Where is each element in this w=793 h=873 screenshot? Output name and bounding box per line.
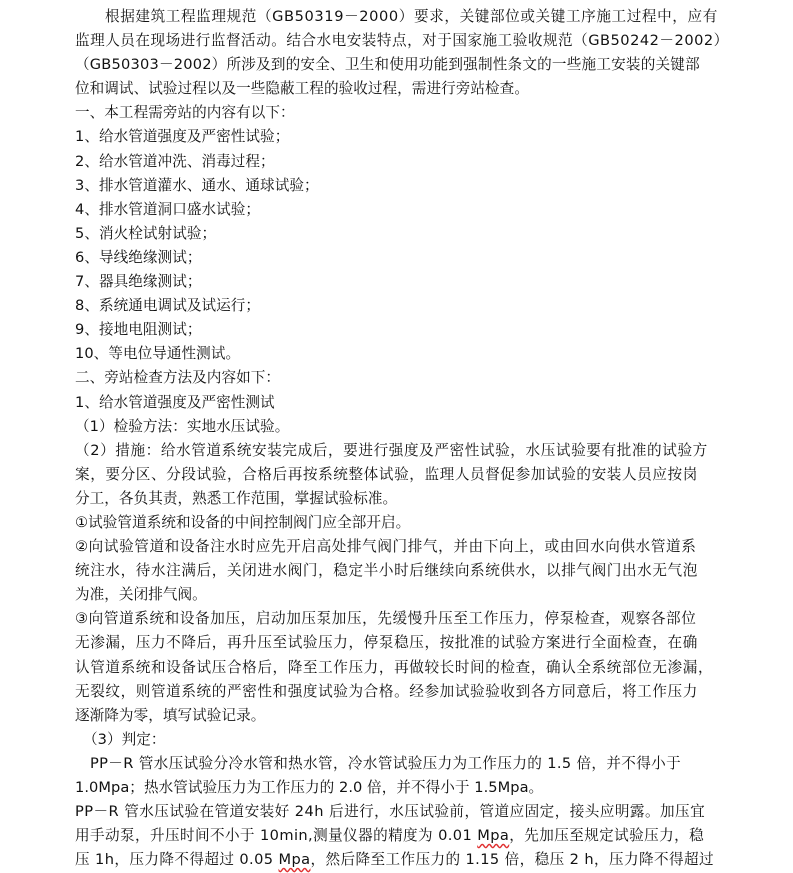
text-segment: 10、等电位导通性测试。 bbox=[75, 345, 241, 363]
text-segment: ③向管道系统和设备加压，启动加压泵加压，先缓慢升压至工作压力，停泵检查，观察各部位 bbox=[75, 610, 697, 628]
text-segment: 5、消火栓试射试验； bbox=[75, 224, 217, 242]
text-segment: 位和调试、试验过程以及一些隐蔽工程的验收过程，需进行旁站检查。 bbox=[75, 80, 529, 98]
text-line bbox=[75, 631, 743, 655]
text-segment: ，然后降至工作压力的 1.15 倍，稳压 2 h，压力降不得超过 bbox=[310, 851, 714, 869]
text-segment: 6、导线绝缘测试； bbox=[75, 248, 202, 266]
text-segment: 8、系统通电调试及试运行； bbox=[75, 297, 261, 315]
text-segment: （3）判定： bbox=[83, 730, 166, 748]
text-line bbox=[75, 77, 743, 101]
text-segment: （1）检验方法：实地水压试验。 bbox=[75, 417, 290, 435]
text-line bbox=[75, 53, 743, 77]
text-segment: ①试验管道系统和设备的中间控制阀门应全部开启。 bbox=[75, 513, 411, 531]
text-segment: 3、排水管道灌水、通水、通球试验； bbox=[75, 176, 319, 194]
text-segment: 统注水，待水注满后，关闭进水阀门，稳定半小时后继续向系统供水，以排气阀门出水无气泡 bbox=[75, 562, 698, 580]
text-line bbox=[75, 415, 743, 439]
spellcheck-flagged-word: Mpa bbox=[278, 851, 311, 869]
text-line bbox=[75, 776, 743, 800]
text-line bbox=[75, 318, 743, 342]
text-segment: 根据建筑工程监理规范（GB50319－2000）要求，关键部位或关键工序施工过程中，应有 bbox=[105, 8, 718, 25]
text-line bbox=[75, 511, 743, 535]
text-segment: 为准，关闭排气阀。 bbox=[75, 586, 207, 604]
text-segment: 二、旁站检查方法及内容如下： bbox=[75, 369, 281, 387]
text-segment: （2）措施：给水管道系统安装完成后，要进行强度及严密性试验，水压试验要有批准的试验方 bbox=[75, 441, 708, 459]
text-line bbox=[75, 174, 743, 198]
text-segment: 9、接地电阻测试； bbox=[75, 321, 202, 339]
text-line bbox=[75, 366, 743, 390]
text-line bbox=[75, 246, 743, 270]
text-line bbox=[75, 5, 743, 29]
text-line bbox=[75, 150, 743, 174]
text-line bbox=[75, 680, 743, 704]
text-line bbox=[75, 198, 743, 222]
text-line bbox=[75, 824, 743, 848]
text-line bbox=[75, 222, 743, 246]
text-line bbox=[75, 752, 743, 776]
text-line bbox=[75, 125, 743, 149]
text-segment: PP－R 管水压试验分冷水管和热水管，冷水管试验压力为工作压力的 1.5 倍，并不得小于 bbox=[90, 754, 682, 772]
text-line bbox=[75, 487, 743, 511]
text-segment: 压 1h，压力降不得超过 0.05 bbox=[75, 851, 279, 869]
text-segment: 用手动泵，升压时间不小于 10min,测量仪器的精度为 0.01 bbox=[75, 827, 478, 845]
text-segment: 监理人员在现场进行监督活动。结合水电安装特点，对于国家施工验收规范（GB50242－2002） bbox=[75, 32, 729, 50]
text-segment: 7、器具绝缘测试； bbox=[75, 273, 202, 291]
text-line bbox=[75, 728, 743, 752]
text-segment: 1.0Mpa；热水管试验压力为工作压力的 2.0 倍，并不得小于 1.5Mpa。 bbox=[75, 779, 544, 796]
text-segment: 分工，各负其责，熟悉工作范围，掌握试验标准。 bbox=[75, 489, 398, 507]
text-segment: 无裂纹，则管道系统的严密性和强度试验为合格。经参加试验验收到各方同意后，将工作压力 bbox=[75, 682, 698, 700]
text-segment: ，先加压至规定试验压力，稳 bbox=[509, 827, 705, 845]
text-line bbox=[75, 848, 743, 872]
text-line bbox=[75, 607, 743, 631]
text-line bbox=[75, 29, 743, 53]
text-segment: （GB50303－2002）所涉及到的安全、卫生和使用功能到强制性条文的一些施工安装的关键部 bbox=[75, 56, 700, 74]
text-line bbox=[75, 101, 743, 125]
text-segment: 4、排水管道洞口盛水试验； bbox=[75, 200, 261, 218]
text-segment: 逐渐降为零，填写试验记录。 bbox=[75, 706, 266, 724]
text-line bbox=[75, 535, 743, 559]
text-segment: ②向试验管道和设备注水时应先开启高处排气阀门排气，并由下向上，或由回水向供水管道系 bbox=[75, 538, 697, 556]
text-segment: 1、给水管道强度及严密性试验； bbox=[75, 128, 290, 146]
text-line bbox=[75, 294, 743, 318]
text-line bbox=[75, 583, 743, 607]
text-line bbox=[75, 463, 743, 487]
text-line bbox=[75, 439, 743, 463]
spellcheck-flagged-word: Mpa bbox=[477, 827, 510, 845]
text-line bbox=[75, 391, 743, 415]
text-segment: 认管道系统和设备试压合格后，降至工作压力，再做较长时间的检查，确认全系统部位无渗漏， bbox=[75, 658, 714, 676]
document-body bbox=[75, 5, 743, 872]
text-segment: 无渗漏，压力不降后，再升压至试验压力，停泵稳压，按批准的试验方案进行全面检查，在确 bbox=[75, 634, 698, 652]
text-line bbox=[75, 342, 743, 366]
text-segment: PP－R 管水压试验在管道安装好 24h 后进行，水压试验前，管道应固定，接头应明露。加压宜 bbox=[75, 803, 706, 821]
text-segment: 一、本工程需旁站的内容有以下： bbox=[75, 104, 295, 122]
text-line bbox=[75, 656, 743, 680]
text-segment: 1、给水管道强度及严密性测试 bbox=[75, 393, 275, 411]
text-line bbox=[75, 270, 743, 294]
text-segment: 2、给水管道冲洗、消毒过程； bbox=[75, 152, 275, 170]
text-line bbox=[75, 559, 743, 583]
text-segment: 案，要分区、分段试验，合格后再按系统整体试验，监理人员督促参加试验的安装人员应按岗 bbox=[75, 465, 698, 483]
text-line bbox=[75, 800, 743, 824]
text-line bbox=[75, 704, 743, 728]
